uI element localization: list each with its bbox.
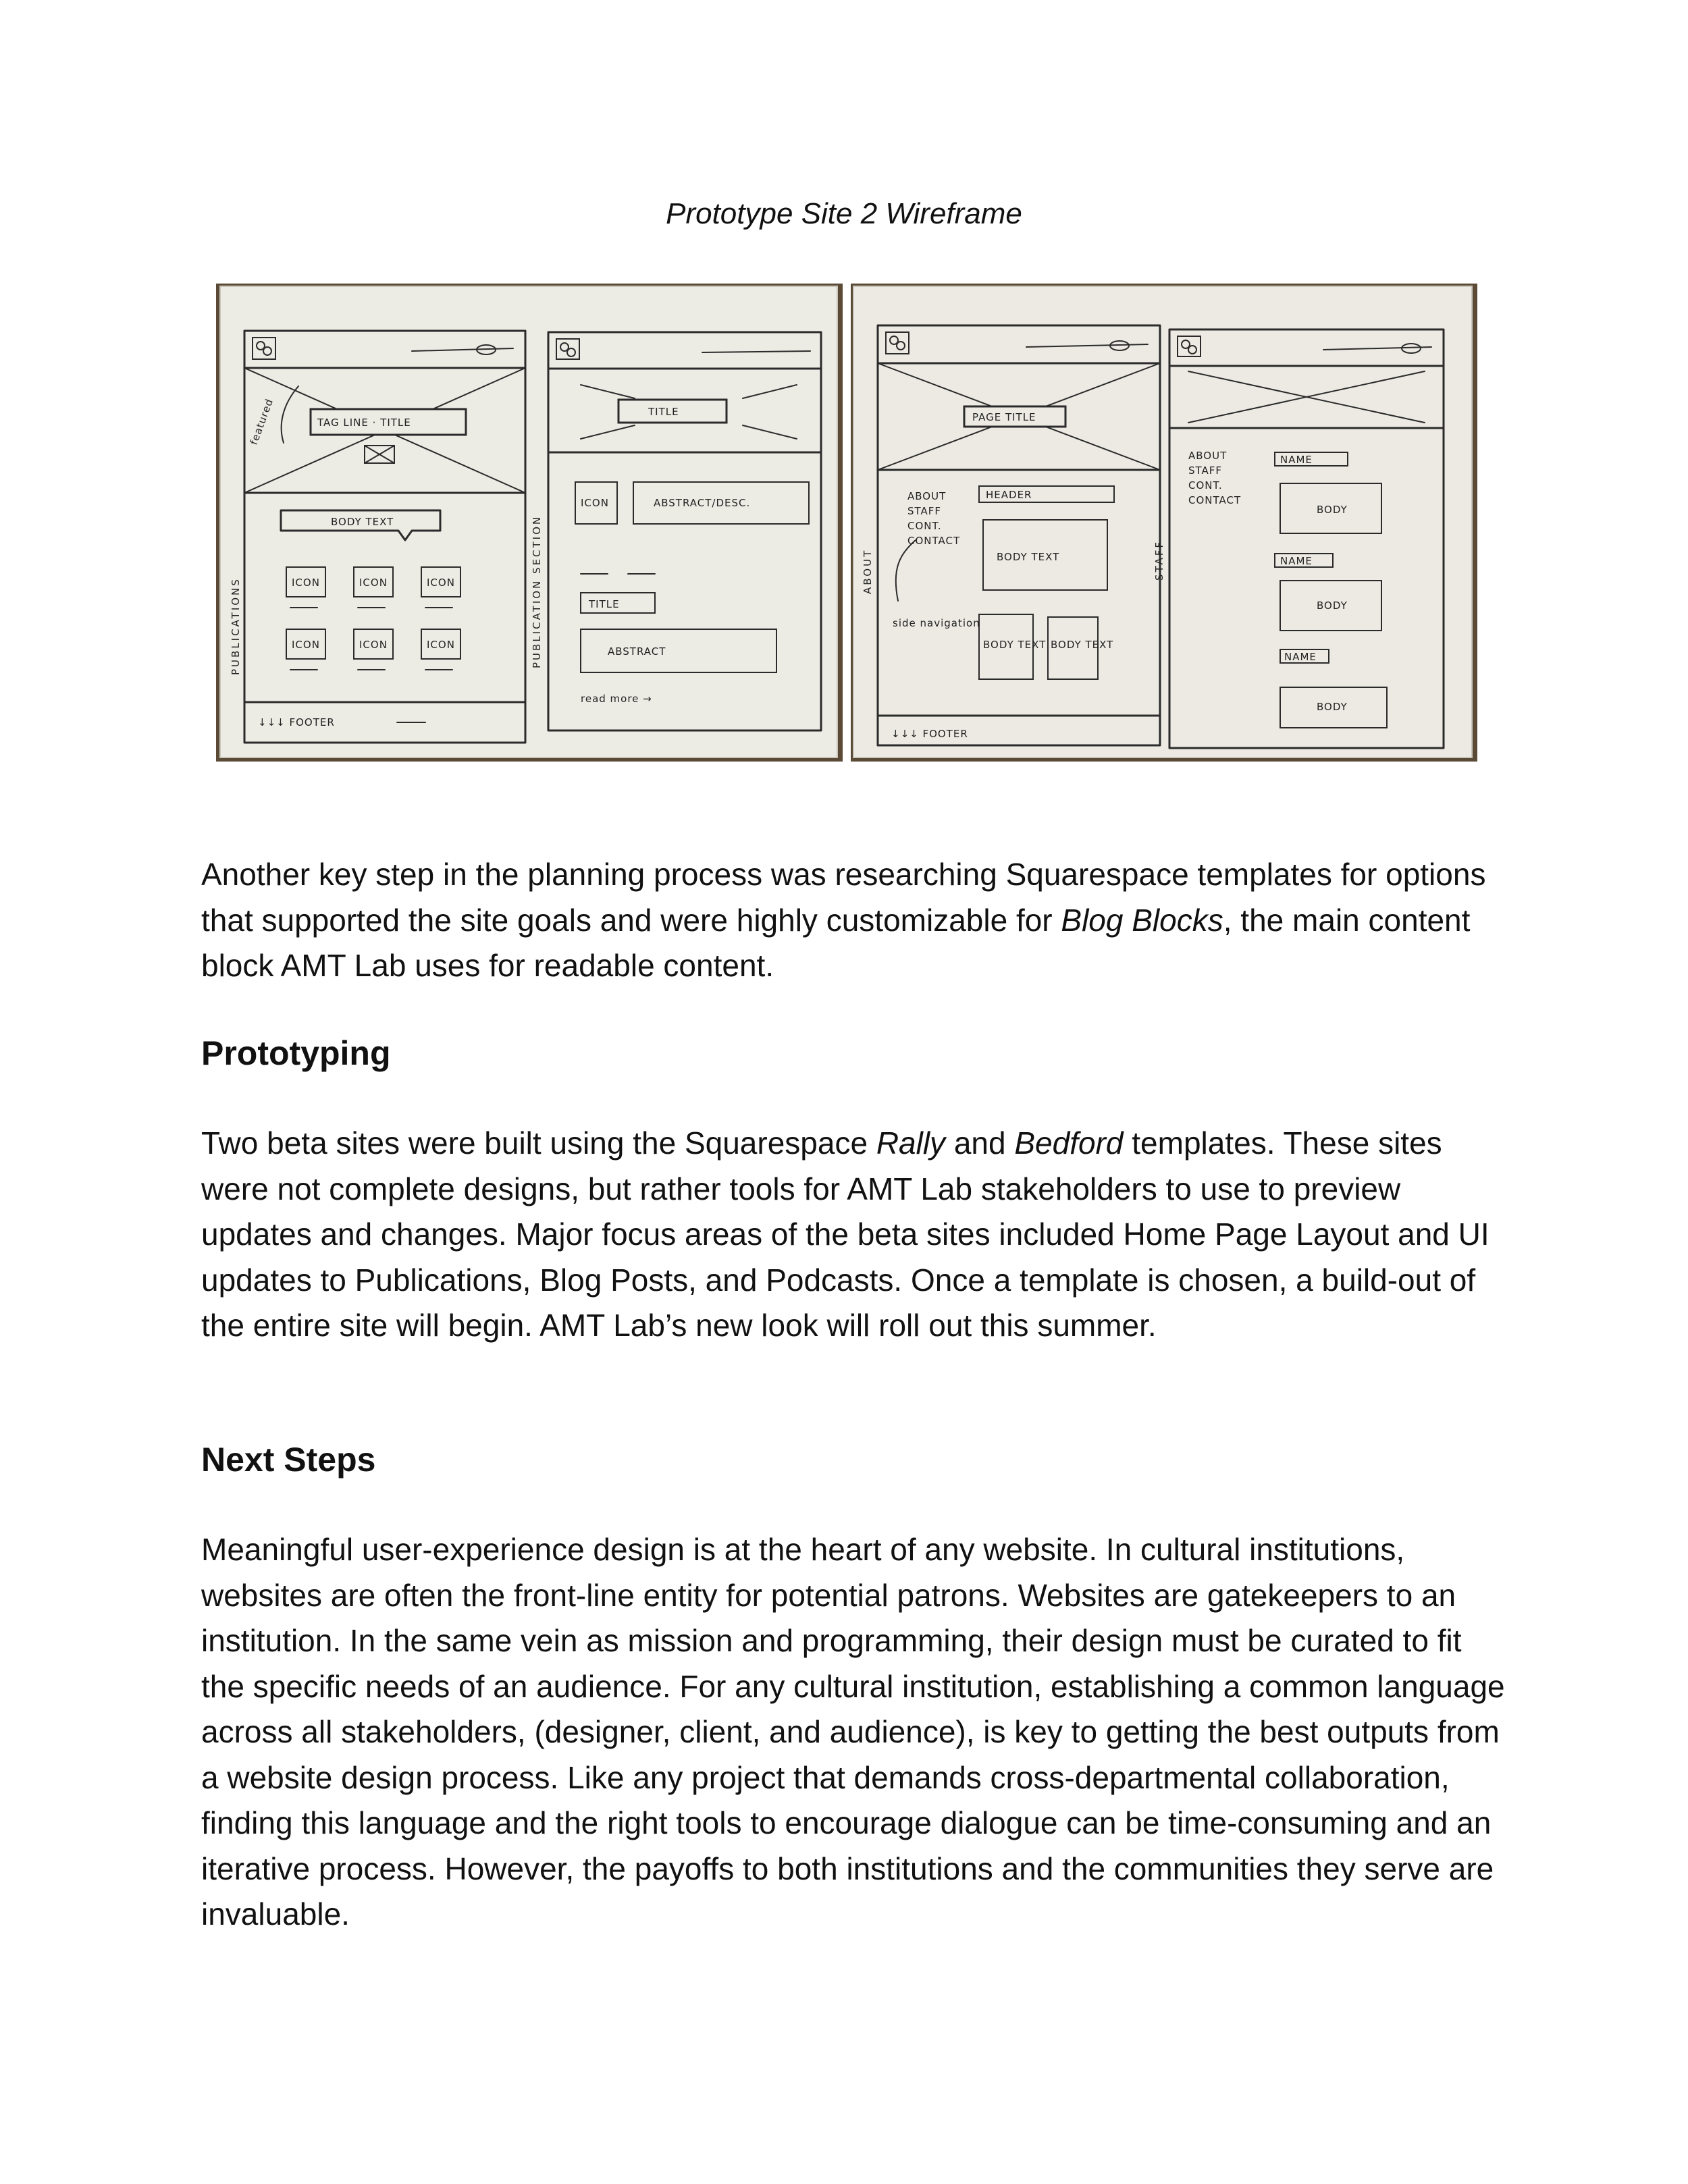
paragraph-beta-sites — [201, 1121, 1511, 1349]
svg-text:ICON: ICON — [427, 639, 455, 651]
paragraph-text: templates. These sites were not complete designs, but rather tools for AMT Lab stakeholders to use to preview updates and changes. Major focus areas of the beta sites included Home Page Layout and UI updates to Publications, Blog Posts, and Podcasts. Once a template is chosen, a build-out of the entire site will begin. AMT Lab’s new look will roll out this summer. — [201, 1125, 1489, 1343]
svg-text:ICON: ICON — [292, 639, 320, 651]
svg-text:BODY TEXT: BODY TEXT — [983, 639, 1047, 651]
svg-text:STAFF: STAFF — [907, 505, 942, 517]
paragraph-squarespace-research — [201, 852, 1511, 989]
svg-text:PAGE TITLE: PAGE TITLE — [972, 411, 1036, 423]
svg-text:ICON: ICON — [427, 577, 455, 589]
svg-text:TITLE: TITLE — [648, 406, 679, 418]
svg-text:CONTACT: CONTACT — [907, 535, 961, 547]
svg-text:ICON: ICON — [359, 577, 388, 589]
svg-text:BODY TEXT: BODY TEXT — [331, 516, 394, 528]
svg-text:PUBLICATION SECTION: PUBLICATION SECTION — [531, 514, 543, 668]
svg-text:ABOUT: ABOUT — [862, 548, 874, 594]
svg-text:STAFF: STAFF — [1153, 539, 1165, 581]
paragraph-text: Two beta sites were built using the Squarespace — [201, 1125, 876, 1161]
svg-text:↓↓↓ FOOTER: ↓↓↓ FOOTER — [891, 728, 968, 740]
svg-text:side navigation: side navigation — [893, 617, 980, 629]
paragraph-text: Another key step in the planning process was researching Squarespace templates for options that supported the site goals and were highly customizable for — [201, 857, 1486, 938]
section-heading-next-steps — [201, 1439, 1511, 1480]
heading-text: Next Steps — [201, 1441, 376, 1479]
svg-text:TAG LINE · TITLE: TAG LINE · TITLE — [317, 417, 411, 429]
wireframe-sketch-right — [851, 284, 1477, 762]
paragraph-text: and — [945, 1125, 1015, 1161]
wireframe-photo-right — [851, 284, 1477, 762]
svg-text:ABSTRACT: ABSTRACT — [608, 645, 666, 658]
heading-text: Prototyping — [201, 1034, 391, 1072]
svg-text:NAME: NAME — [1280, 454, 1313, 466]
svg-text:TITLE: TITLE — [589, 598, 620, 610]
svg-text:ABOUT: ABOUT — [1188, 450, 1228, 462]
emphasis-blog-blocks: Blog Blocks — [1061, 902, 1223, 938]
svg-text:BODY: BODY — [1317, 600, 1348, 612]
emphasis-rally: Rally — [876, 1125, 946, 1161]
paragraph-text: , the main content block AMT Lab uses for readable content. — [201, 902, 1471, 983]
emphasis-bedford: Bedford — [1014, 1125, 1124, 1161]
section-heading-prototyping — [201, 1033, 1511, 1073]
svg-text:featured: featured — [247, 396, 276, 447]
svg-text:ICON: ICON — [292, 577, 320, 589]
svg-text:HEADER: HEADER — [986, 489, 1032, 501]
paragraph-text: Meaningful user-experience design is at the heart of any website. In cultural institutions, websites are often the front-line entity for potential patrons. Websites are gatekeepers to an institution. In the same vein as mission and programming, their design must be curated to fit the specific needs of an audience. For any cultural institution, establishing a common language across all stakeholders, (designer, client, and audience), is key to getting the best outputs from a website design process. Like any project that demands cross-departmental collaboration, finding this language and the right tools to encourage dialogue can be time-consuming and an iterative process. However, the payoffs to both institutions and the communities they serve are invaluable. — [201, 1532, 1505, 1932]
svg-text:BODY TEXT: BODY TEXT — [1051, 639, 1114, 651]
svg-text:BODY: BODY — [1317, 504, 1348, 516]
svg-text:BODY TEXT: BODY TEXT — [997, 551, 1060, 563]
svg-text:NAME: NAME — [1280, 555, 1313, 567]
svg-text:CONT.: CONT. — [907, 520, 942, 532]
wireframe-sketch-left — [216, 284, 843, 762]
svg-text:ICON: ICON — [581, 497, 609, 509]
svg-text:PUBLICATIONS: PUBLICATIONS — [230, 577, 242, 675]
wireframe-photo-left — [216, 284, 843, 762]
svg-text:CONTACT: CONTACT — [1188, 494, 1242, 506]
figure-caption: Prototype Site 2 Wireframe — [666, 197, 1022, 230]
svg-text:ICON: ICON — [359, 639, 388, 651]
svg-text:ABOUT: ABOUT — [907, 490, 947, 502]
svg-text:ABSTRACT/DESC.: ABSTRACT/DESC. — [654, 497, 751, 509]
svg-text:STAFF: STAFF — [1188, 464, 1223, 477]
paragraph-next-steps — [201, 1527, 1511, 1938]
svg-text:CONT.: CONT. — [1188, 479, 1223, 491]
svg-text:↓↓↓ FOOTER: ↓↓↓ FOOTER — [258, 716, 335, 728]
svg-text:BODY: BODY — [1317, 701, 1348, 713]
svg-text:NAME: NAME — [1284, 651, 1317, 663]
svg-text:read more →: read more → — [581, 693, 652, 705]
